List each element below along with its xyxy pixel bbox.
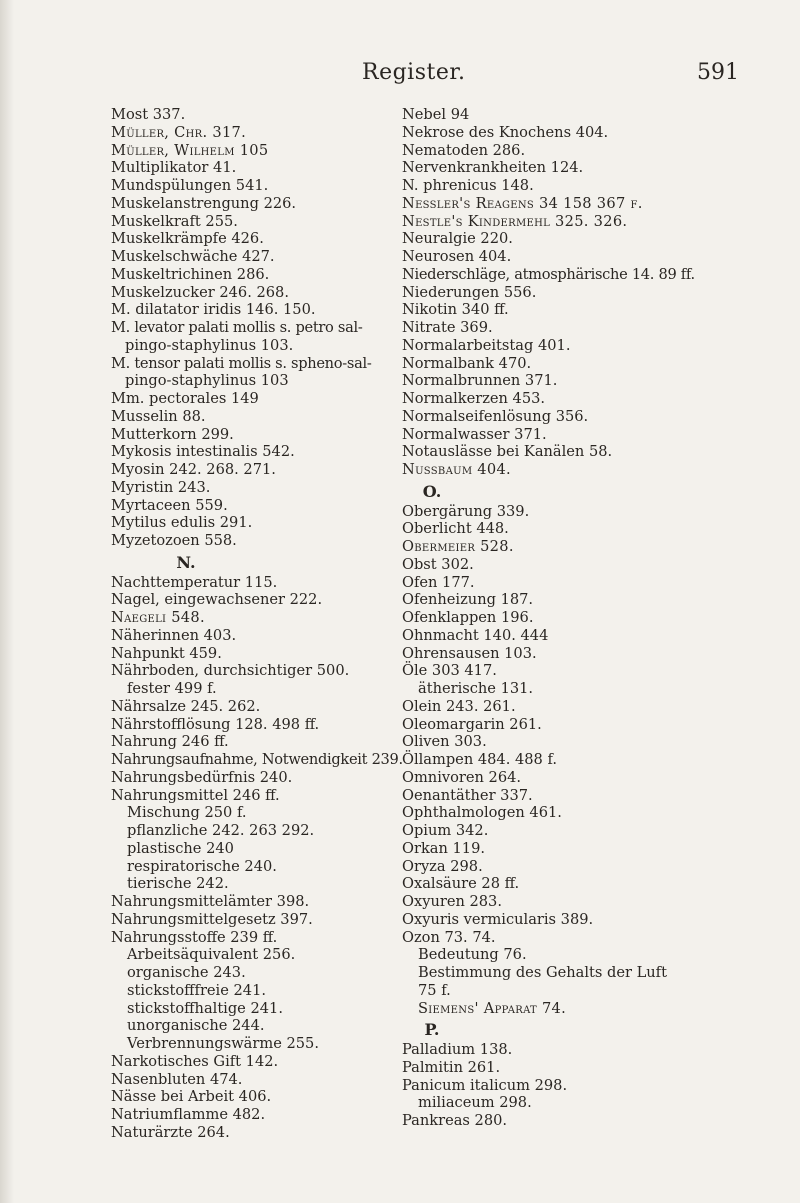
index-column-left [111,106,441,1142]
index-subentry: miliaceum 298. [418,1094,532,1112]
index-entry: Niederschläge, atmosphärische 14. 89 ff. [402,265,695,283]
index-entry: Ofenklappen 196. [402,609,534,626]
index-entry: M. tensor palati mollis s. spheno-sal- [111,354,372,372]
index-subentry: ätherische 131. [418,680,534,697]
index-entry: Müller, Wilhelm 105 [111,141,269,159]
index-entry: Nährboden, durchsichtiger 500. [111,662,350,680]
index-subentry: Arbeitsäquivalent 256. [127,946,296,964]
running-head: Register. [362,60,466,85]
index-entry: Natriumflamme 482. [111,1106,266,1123]
index-entry: Myosin 242. 268. 271. [111,461,276,478]
index-entry: Nachttemperatur 115. [111,573,278,591]
index-entry: Oxyuris vermicularis 389. [402,910,594,928]
index-subentry: Mischung 250 f. [127,804,247,822]
index-subentry: stickstoffhaltige 241. [127,999,283,1017]
index-entry: Normalbank 470. [402,354,532,372]
index-entry: Obermeier 528. [402,538,514,555]
page-header [0,60,800,100]
index-entry: Naegeli 548. [111,609,205,626]
index-entry: Ofen 177. [402,573,475,591]
index-entry: Mm. pectorales 149 [111,390,259,407]
index-entry: Oenantäther 337. [402,786,533,804]
index-entry: Oxalsäure 28 ff. [402,875,520,893]
index-entry: Nikotin 340 ff. [402,301,509,319]
index-subentry: respiratorische 240. [127,857,277,875]
index-entry: Nässe bei Arbeit 406. [111,1088,272,1106]
index-entry: Oryza 298. [402,857,483,875]
index-subentry: Siemens' Apparat 74. [418,999,567,1017]
index-entry: Mutterkorn 299. [111,425,234,443]
index-entry: Multiplikator 41. [111,159,237,177]
index-entry: Nebel 94 [402,106,470,123]
index-subentry: fester 499 f. [127,680,217,697]
page-number: 591 [697,60,739,85]
index-entry: Nahrungsmittelämter 398. [111,893,310,910]
index-entry: M. dilatator iridis 146. 150. [111,301,316,319]
index-entry: Nahrungsbedürfnis 240. [111,768,293,786]
index-entry: Muskelanstrengung 226. [111,194,297,212]
index-subentry: tierische 242. [127,875,229,893]
index-subentry-continuation: 75 f. [418,981,451,999]
index-entry: Pankreas 280. [402,1112,508,1129]
index-entry: Opium 342. [402,822,489,839]
index-entry: Ohrensausen 103. [402,644,537,662]
index-entry: Normalwasser 371. [402,425,547,443]
index-entry: Oxyuren 283. [402,893,502,910]
index-entry: Mykosis intestinalis 542. [111,443,295,461]
index-entry: Normalarbeitstag 401. [402,336,571,354]
index-entry: Oberlicht 448. [402,520,509,538]
index-subentry: Bedeutung 76. [418,946,527,964]
index-entry: Öllampen 484. 488 f. [402,751,558,768]
index-entry: Myzetozoen 558. [111,532,237,549]
index-entry: Muskelzucker 246. 268. [111,283,289,301]
index-entry: Nährsalze 245. 262. [111,697,261,715]
index-entry: N. phrenicus 148. [402,177,534,194]
index-entry: Obergärung 339. [402,502,530,520]
index-entry: Oleomargarin 261. [402,715,542,733]
index-entry: Mundspülungen 541. [111,177,269,194]
index-entry: Nervenkrankheiten 124. [402,159,584,177]
index-entry: Obst 302. [402,555,474,573]
index-entry: Oliven 303. [402,733,487,751]
index-entry: Ohnmacht 140. 444 [402,626,549,644]
index-entry: M. levator palati mollis s. petro sal- [111,319,363,336]
index-entry: Nessler's Reagens 34 158 367 f. [402,194,643,212]
index-entry: Nematoden 286. [402,141,526,159]
page-binding-shadow [0,0,14,1203]
index-subentry: Verbrennungswärme 255. [127,1035,319,1052]
index-entry: Niederungen 556. [402,283,537,301]
index-entry: Nasenbluten 474. [111,1070,243,1088]
index-entry: Normalkerzen 453. [402,390,546,407]
index-entry: Nussbaum 404. [402,461,511,478]
index-entry: Mytilus edulis 291. [111,514,253,532]
index-entry: Ophthalmologen 461. [402,804,562,822]
index-entry: Palmitin 261. [402,1058,501,1076]
index-subentry: pflanzliche 242. 263 292. [127,822,315,839]
index-entry: Ofenheizung 187. [402,591,534,609]
index-subentry: plastische 240 [127,839,234,857]
section-heading-n: N. [176,552,196,572]
index-entry: Normalbrunnen 371. [402,372,558,390]
section-heading-p: P. [424,1020,440,1040]
index-entry: Panicum italicum 298. [402,1076,568,1094]
index-entry: Müller, Chr. 317. [111,123,247,141]
index-entry: Nahrungsmittel 246 ff. [111,786,280,804]
index-entry: Neurosen 404. [402,248,512,265]
index-entry: Öle 303 417. [402,662,497,680]
index-entry: Myristin 243. [111,478,211,496]
index-entry: Nagel, eingewachsener 222. [111,591,323,609]
index-entry: Nestle's Kindermehl 325. 326. [402,212,628,230]
index-entry: Orkan 119. [402,839,486,857]
index-entry: Most 337. [111,106,186,123]
index-entry: Neuralgie 220. [402,230,513,248]
index-subentry: organische 243. [127,964,246,981]
index-entry: Muskelkrämpfe 426. [111,230,264,248]
section-heading-o: O. [422,481,442,501]
index-entry: Nahrung 246 ff. [111,733,229,751]
index-column-right [402,106,732,1130]
index-entry: Omnivoren 264. [402,768,522,786]
index-entry: Muskeltrichinen 286. [111,265,270,283]
index-entry: Naturärzte 264. [111,1123,230,1141]
index-entry-continuation: pingo-staphylinus 103 [125,372,289,390]
index-subentry: Bestimmung des Gehalts der Luft [418,964,667,981]
index-subentry: unorganische 244. [127,1017,265,1035]
index-entry: Nahrungsstoffe 239 ff. [111,928,278,946]
index-entry: Muskelkraft 255. [111,212,238,230]
index-entry: Muskelschwäche 427. [111,248,275,265]
index-entry-continuation: pingo-staphylinus 103. [125,336,294,354]
index-entry: Nährstofflösung 128. 498 ff. [111,715,320,733]
index-entry: Myrtaceen 559. [111,496,228,514]
index-entry: Nahrungsmittelgesetz 397. [111,910,313,928]
index-entry: Normalseifenlösung 356. [402,407,589,425]
index-entry: Nitrate 369. [402,319,493,336]
index-entry: Olein 243. 261. [402,697,516,715]
index-entry: Musselin 88. [111,407,206,425]
index-entry: Nahpunkt 459. [111,644,222,662]
index-subentry: stickstofffreie 241. [127,981,266,999]
index-entry: Narkotisches Gift 142. [111,1052,279,1070]
index-entry: Notauslässe bei Kanälen 58. [402,443,613,461]
index-entry: Palladium 138. [402,1041,513,1058]
index-entry: Nahrungsaufnahme, Notwendigkeit 239. [111,751,403,768]
index-entry: Nekrose des Knochens 404. [402,123,609,141]
index-entry: Näherinnen 403. [111,626,237,644]
index-entry: Ozon 73. 74. [402,928,496,946]
